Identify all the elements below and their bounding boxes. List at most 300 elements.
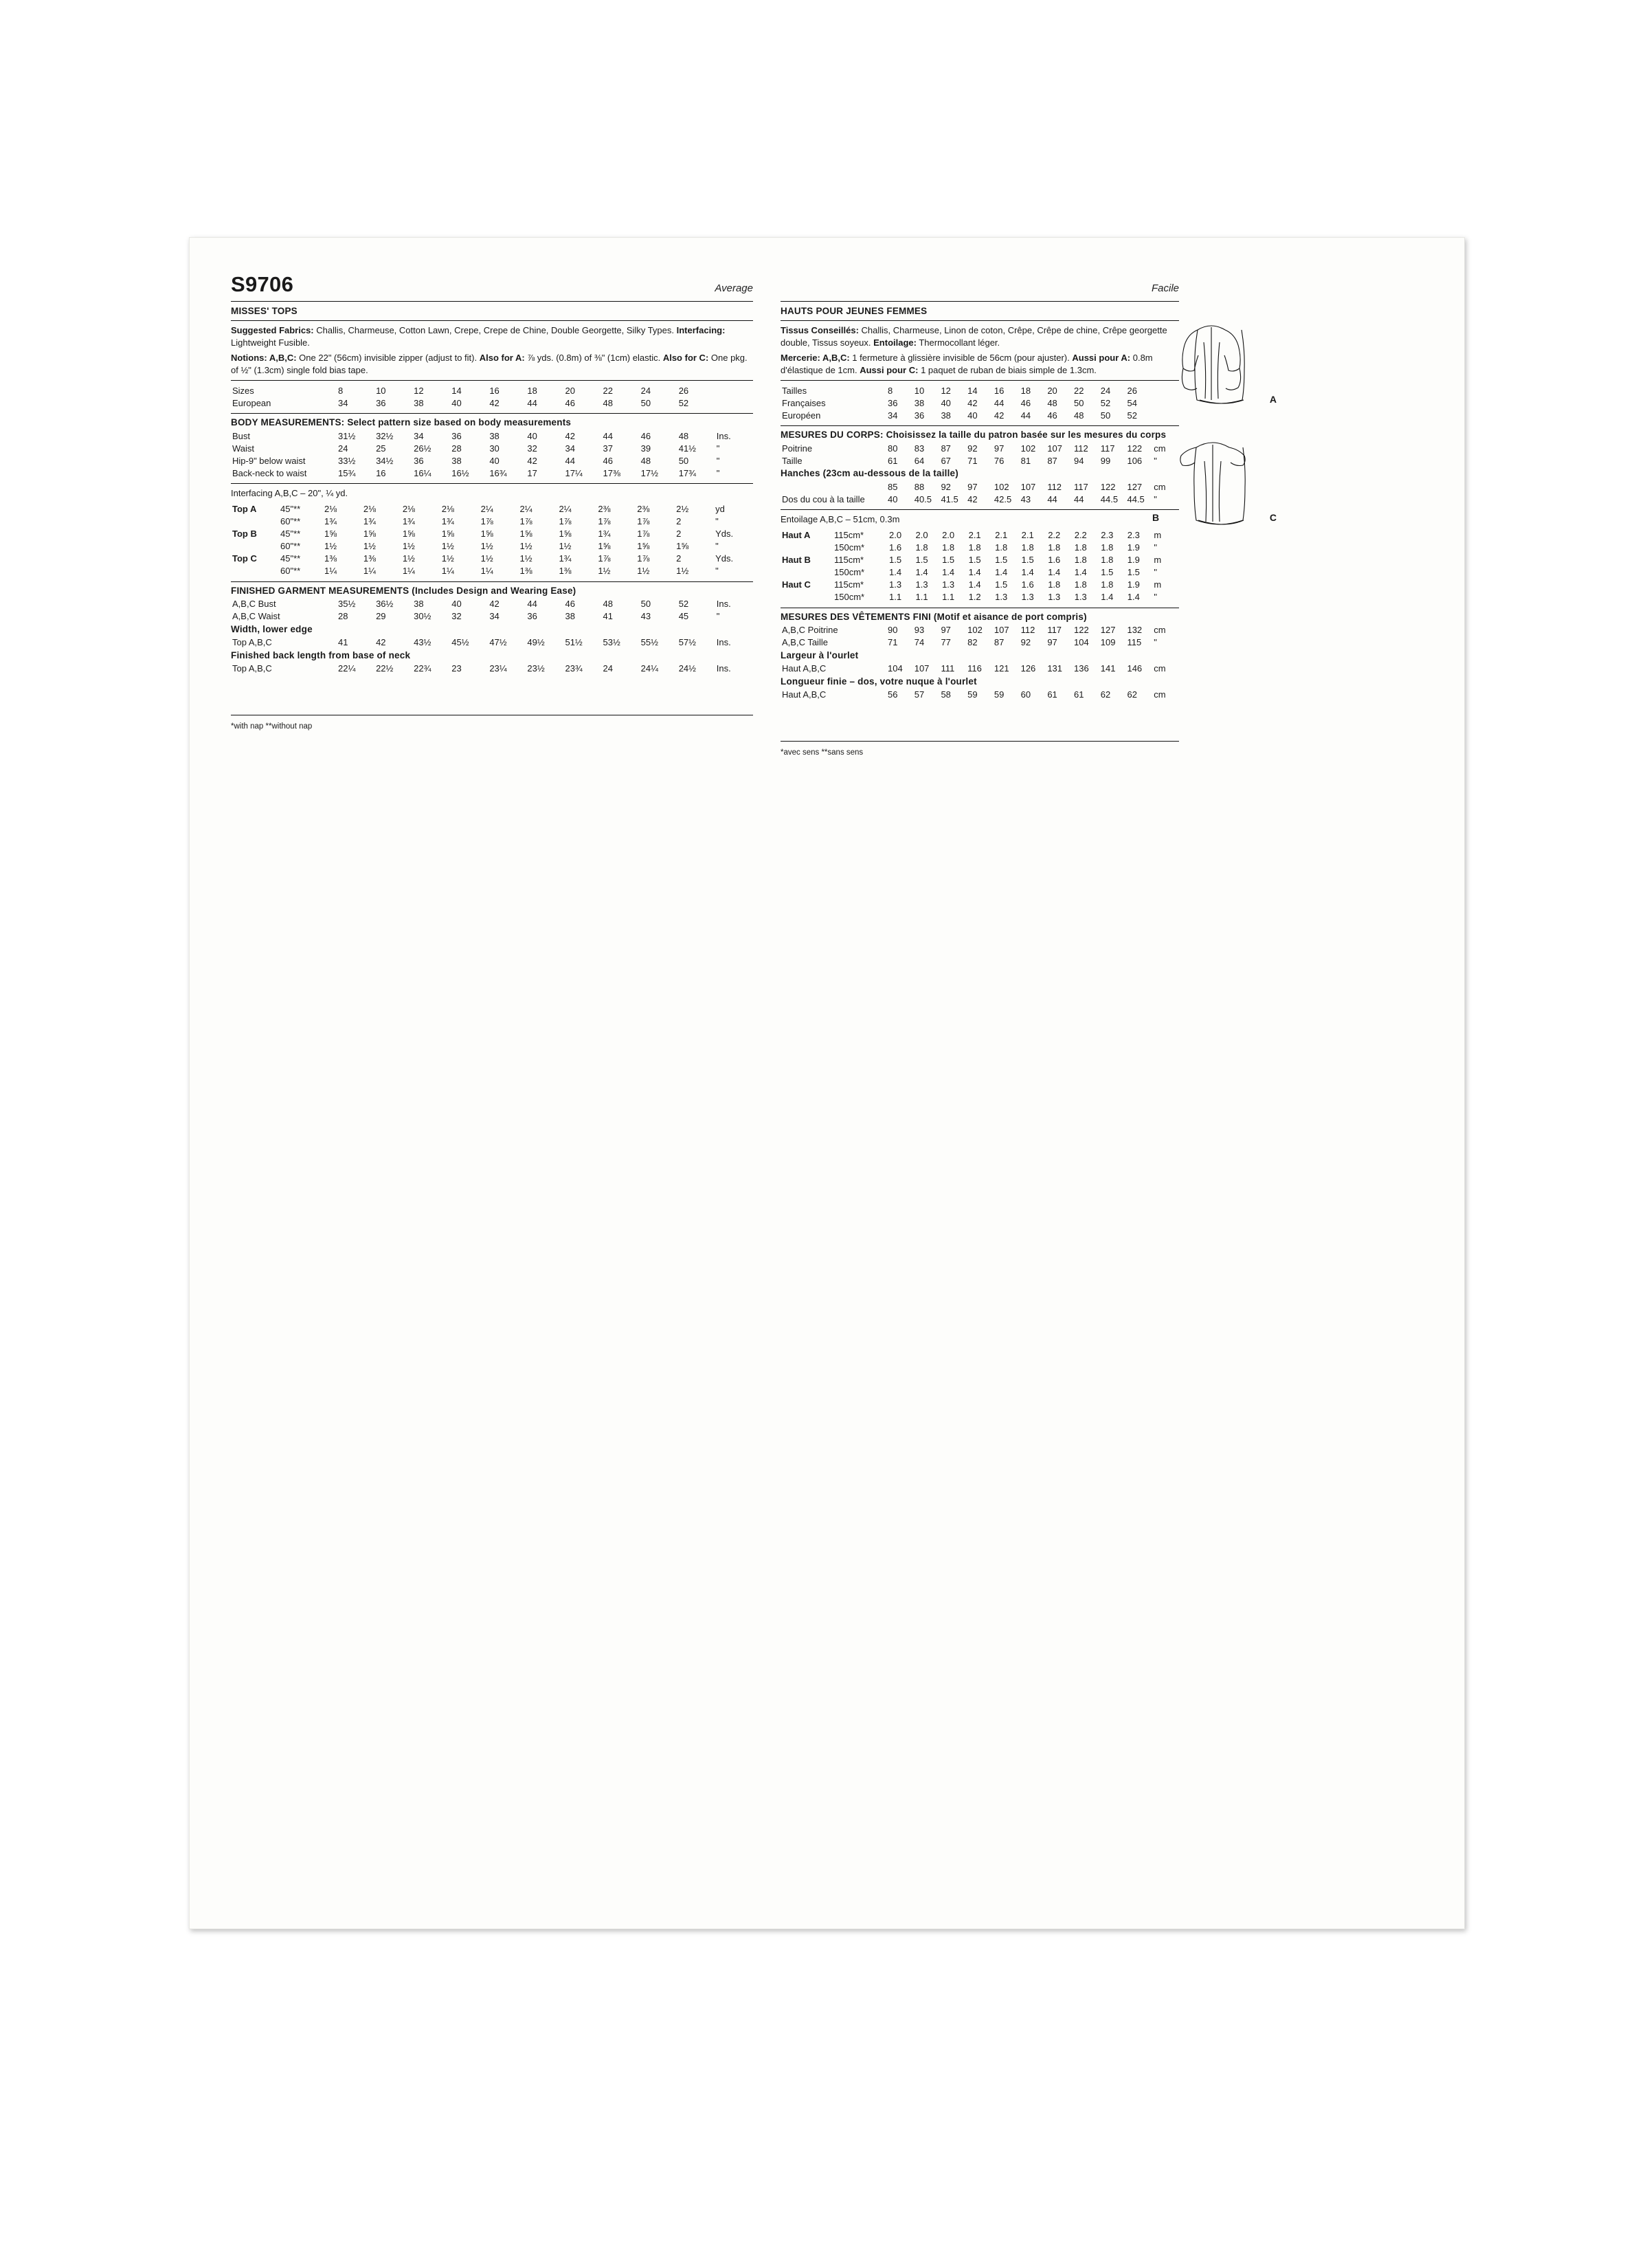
hip-cell: 85 <box>888 481 898 492</box>
size-cell: 46 <box>565 397 575 408</box>
neck-cell: 42.5 <box>994 493 1012 504</box>
suggested-fabrics-label-en: Suggested Fabrics: <box>231 325 314 335</box>
yardage-cell: 1.9 <box>1127 579 1140 590</box>
table-row <box>781 442 1179 454</box>
size-cell: 14 <box>967 385 978 396</box>
divider-en-4 <box>231 483 753 484</box>
yardage-cell: 1.8 <box>1048 579 1061 590</box>
table-row <box>231 442 753 454</box>
yardage-cell: 1.3 <box>889 579 902 590</box>
finished-cell: 102 <box>967 625 983 636</box>
finished-cell: 82 <box>967 637 978 648</box>
width-cell: 51½ <box>565 637 583 648</box>
size-cell: 38 <box>414 397 424 408</box>
divider-en-2 <box>231 380 753 381</box>
finished-cell: 32 <box>451 611 462 622</box>
yardage-cell: 2⅛ <box>402 504 415 515</box>
yardage-cell: 1⅜ <box>363 553 376 564</box>
nap-footnote-en: *with nap **without nap <box>231 722 313 731</box>
notions-label-en: Notions: A,B,C: <box>231 353 297 364</box>
yardage-cell: 2.0 <box>915 530 928 541</box>
sizes-table-fr <box>781 384 1179 421</box>
neck-cell: 40.5 <box>914 493 932 504</box>
suggested-fabrics-fr <box>781 324 1179 348</box>
measure-cell: 25 <box>376 443 386 454</box>
suggested-fabrics-en <box>231 324 753 348</box>
yardage-cell: 2.0 <box>942 530 955 541</box>
fabric-requirements-table-fr <box>781 529 1179 603</box>
english-title-row <box>231 272 753 300</box>
measure-cell: 16½ <box>451 467 469 478</box>
table-row <box>781 566 1179 579</box>
view-bc-line-art <box>1155 436 1275 540</box>
yardage-cell: 1.5 <box>942 555 955 566</box>
size-cell: 48 <box>1074 410 1084 421</box>
size-cell: 12 <box>414 385 424 396</box>
yardage-cell: 1.8 <box>968 542 981 553</box>
garment-label-cont <box>231 515 279 528</box>
yardage-cell: 1⅝ <box>402 529 415 540</box>
view-a-label: A <box>1269 394 1277 405</box>
french-title-row <box>781 272 1303 300</box>
fabric-requirements-table-en <box>231 503 753 577</box>
measure-cell: 64 <box>914 455 925 466</box>
interfacing-label-fr: Entoilage: <box>873 337 917 348</box>
size-cell: 42 <box>489 397 500 408</box>
table-row <box>231 467 753 479</box>
measure-cell: 41½ <box>678 443 697 454</box>
finished-cell: 29 <box>376 611 386 622</box>
yardage-unit: " <box>1154 592 1157 603</box>
finished-cell: 48 <box>603 599 614 610</box>
width-cell: 42 <box>376 637 386 648</box>
measure-cell: 15¾ <box>338 467 356 478</box>
yardage-cell: 1½ <box>441 541 454 552</box>
view-a-figure <box>1155 315 1275 428</box>
width-cell: 116 <box>967 663 982 674</box>
finished-unit: cm <box>1154 625 1166 636</box>
size-cell: 36 <box>914 410 925 421</box>
interfacing-yardage-fr: Entoilage A,B,C – 51cm, 0.3m <box>781 514 900 525</box>
sizes-table-en <box>231 384 753 409</box>
yardage-unit: m <box>1154 555 1162 566</box>
finished-measurements-heading-fr: MESURES DES VÊTEMENTS FINI (Motif et aisance de port compris) <box>781 611 1087 622</box>
measure-cell: 16¼ <box>414 467 431 478</box>
also-for-c-text-en: One pkg. of ½" (1.3cm) single fold bias tape. <box>231 353 748 375</box>
finished-cell: 46 <box>565 599 575 610</box>
width-cell: 131 <box>1047 663 1063 674</box>
size-cell: 54 <box>1127 397 1137 408</box>
divider-fr-2 <box>781 380 1179 381</box>
size-cell: 16 <box>489 385 500 396</box>
measure-cell: 17¾ <box>678 467 697 478</box>
neck-cell: 40 <box>888 493 898 504</box>
back-cell: 62 <box>1127 689 1137 700</box>
yardage-cell: 1.2 <box>968 592 981 603</box>
yardage-cell: 1.4 <box>1127 592 1140 603</box>
yardage-cell: 1⅝ <box>519 529 532 540</box>
garment-label-cont <box>231 540 279 553</box>
yardage-cell: 1.4 <box>995 567 1008 578</box>
fabric-width: 150cm* <box>834 592 865 603</box>
hip-cell: 107 <box>1020 481 1036 492</box>
yardage-cell: 2 <box>676 553 682 564</box>
measure-cell: 34½ <box>376 455 394 466</box>
neck-row-label: Dos du cou à la taille <box>782 493 865 504</box>
size-cell: 38 <box>914 397 925 408</box>
yardage-cell: 1.5 <box>995 555 1008 566</box>
finished-cell: 71 <box>888 637 898 648</box>
table-row <box>231 503 753 515</box>
yardage-cell: 1½ <box>598 566 611 577</box>
european-sizes-row-fr <box>781 409 1179 421</box>
width-cell: 43½ <box>414 637 431 648</box>
size-cell: 48 <box>1047 397 1057 408</box>
yardage-cell: 1¾ <box>598 529 611 540</box>
yardage-cell: 1¼ <box>480 566 493 577</box>
yardage-cell: 1½ <box>519 553 532 564</box>
measure-cell: 50 <box>678 455 689 466</box>
french-sizes-label: Françaises <box>782 397 826 408</box>
yardage-cell: 1.5 <box>915 555 928 566</box>
measure-unit: " <box>716 467 720 478</box>
table-row <box>781 636 1179 649</box>
size-cell: 38 <box>941 410 951 421</box>
fabric-width: 60"** <box>280 566 301 577</box>
neck-cell: 44.5 <box>1100 493 1119 504</box>
divider-fr-4 <box>781 509 1179 510</box>
yardage-cell: 1⅞ <box>480 516 493 527</box>
yardage-cell: 2.1 <box>968 530 981 541</box>
yardage-cell: 1¼ <box>363 566 376 577</box>
finished-cell: 93 <box>914 625 925 636</box>
yardage-cell: 1.8 <box>1021 542 1034 553</box>
back-unit: Ins. <box>716 663 731 674</box>
table-row <box>231 430 753 442</box>
table-row <box>781 663 1179 675</box>
hip-unit: cm <box>1154 481 1166 492</box>
yardage-cell: 1.8 <box>915 542 928 553</box>
yardage-cell: 1.6 <box>889 542 902 553</box>
measure-cell: 36 <box>414 455 424 466</box>
yardage-cell: 1½ <box>441 553 454 564</box>
size-cell: 46 <box>1020 397 1031 408</box>
garment-label: Top C <box>232 553 257 564</box>
measure-cell: 28 <box>451 443 462 454</box>
width-cell: 53½ <box>603 637 620 648</box>
also-for-c-label-fr: Aussi pour C: <box>860 364 919 375</box>
garment-label: Haut C <box>782 579 811 590</box>
finished-cell: 44 <box>527 599 537 610</box>
measure-cell: 38 <box>451 455 462 466</box>
yardage-cell: 1½ <box>480 553 493 564</box>
measure-cell: 37 <box>603 443 614 454</box>
finished-cell: 40 <box>451 599 462 610</box>
table-row <box>231 610 753 623</box>
measure-cell: 40 <box>489 455 500 466</box>
finished-cell: 97 <box>941 625 951 636</box>
fabric-width: 115cm* <box>834 579 864 590</box>
size-cell: 24 <box>640 385 651 396</box>
finished-unit: Ins. <box>716 599 731 610</box>
also-for-a-text-fr: 0.8m d'élastique de 1cm. <box>781 353 1153 375</box>
yardage-unit: Yds. <box>715 553 734 564</box>
table-row <box>231 598 753 610</box>
yardage-cell: 1¾ <box>324 516 337 527</box>
measure-cell: 87 <box>1047 455 1057 466</box>
garment-label-cont <box>781 591 833 603</box>
measure-cell: 87 <box>941 443 951 454</box>
european-label-fr: Européen <box>782 410 821 421</box>
measure-cell: 36 <box>451 430 462 441</box>
yardage-cell: 1⅜ <box>559 566 572 577</box>
fabric-width: 150cm* <box>834 567 865 578</box>
yardage-cell: 1½ <box>402 553 415 564</box>
yardage-cell: 1.4 <box>968 579 981 590</box>
measure-cell: 117 <box>1100 443 1115 454</box>
yardage-cell: 1.6 <box>1048 555 1061 566</box>
yardage-cell: 1.5 <box>1101 567 1114 578</box>
difficulty-level-en: Average <box>715 282 753 294</box>
yardage-cell: 2⅜ <box>637 504 650 515</box>
english-column <box>231 272 753 757</box>
measure-cell: 122 <box>1127 443 1143 454</box>
notions-text-fr: 1 fermeture à glissière invisible de 56cm (pour ajuster). <box>849 353 1073 364</box>
size-cell: 52 <box>678 397 689 408</box>
finished-cell: 109 <box>1100 637 1116 648</box>
yardage-cell: 1⅝ <box>676 541 689 552</box>
yardage-cell: 1⅝ <box>363 529 376 540</box>
measure-cell: 32½ <box>376 430 394 441</box>
yardage-cell: 1.3 <box>995 592 1008 603</box>
finished-label: A,B,C Waist <box>232 611 280 622</box>
yardage-cell: 2⅜ <box>598 504 611 515</box>
table-row <box>231 636 753 649</box>
finished-cell: 35½ <box>338 599 356 610</box>
hip-cell: 112 <box>1047 481 1062 492</box>
divider-fr-3 <box>781 425 1179 426</box>
yardage-cell: 2.0 <box>889 530 902 541</box>
measure-cell: 81 <box>1020 455 1031 466</box>
measure-cell: 48 <box>640 455 651 466</box>
table-row <box>781 554 1179 566</box>
finished-cell: 112 <box>1020 625 1035 636</box>
width-lower-edge-table-fr <box>781 663 1179 675</box>
finished-label: A,B,C Poitrine <box>782 625 838 636</box>
interfacing-yardage-en: Interfacing A,B,C – 20", ¼ yd. <box>231 488 348 499</box>
yardage-cell: 1½ <box>324 541 337 552</box>
yardage-unit: " <box>1154 567 1157 578</box>
title-divider-fr <box>781 301 1179 302</box>
yardage-cell: 2⅛ <box>441 504 454 515</box>
table-row <box>781 579 1179 591</box>
width-cell: 146 <box>1127 663 1143 674</box>
yardage-cell: 1.1 <box>915 592 928 603</box>
garment-label-cont <box>231 565 279 577</box>
width-cell: 141 <box>1100 663 1116 674</box>
finished-cell: 36½ <box>376 599 394 610</box>
yardage-unit: yd <box>715 504 725 515</box>
finished-measurements-table-fr <box>781 624 1179 649</box>
yardage-cell: 1¼ <box>324 566 337 577</box>
yardage-cell: 1⅞ <box>598 553 611 564</box>
sizes-label-fr: Tailles <box>782 385 807 396</box>
pattern-envelope-page <box>189 237 1465 1929</box>
measure-cell: 46 <box>603 455 614 466</box>
measure-cell: 34 <box>414 430 424 441</box>
sheet-content <box>231 272 1420 757</box>
notions-label-fr: Mercerie: A,B,C: <box>781 353 850 364</box>
width-cell: 47½ <box>489 637 507 648</box>
divider-fr-6 <box>781 741 1179 742</box>
measure-cell: 42 <box>565 430 575 441</box>
back-cell: 24 <box>603 663 614 674</box>
measure-cell: 16 <box>376 467 386 478</box>
width-cell: 126 <box>1020 663 1036 674</box>
measure-cell: 24 <box>338 443 348 454</box>
back-length-label-fr: Longueur finie – dos, votre nuque à l'ourlet <box>781 676 977 687</box>
yardage-cell: 2.3 <box>1101 530 1114 541</box>
measure-cell: 48 <box>678 430 689 441</box>
measure-cell: 97 <box>994 443 1005 454</box>
finished-cell: 132 <box>1127 625 1143 636</box>
width-unit: Ins. <box>716 637 731 648</box>
finished-measurements-heading-en: FINISHED GARMENT MEASUREMENTS (Includes Design and Wearing Ease) <box>231 585 576 596</box>
yardage-cell: 1.8 <box>1048 542 1061 553</box>
size-cell: 42 <box>967 397 978 408</box>
finished-cell: 36 <box>527 611 537 622</box>
size-cell: 18 <box>527 385 537 396</box>
yardage-cell: 1.4 <box>1101 592 1114 603</box>
measure-unit: cm <box>1154 443 1166 454</box>
yardage-cell: 1.8 <box>1074 579 1087 590</box>
width-cell: 49½ <box>527 637 545 648</box>
size-cell: 34 <box>888 410 898 421</box>
yardage-cell: 1⅝ <box>598 541 611 552</box>
fabric-width: 60"** <box>280 516 301 527</box>
size-cell: 50 <box>1074 397 1084 408</box>
table-row <box>231 528 753 540</box>
yardage-cell: 1½ <box>637 566 650 577</box>
finished-cell: 104 <box>1074 637 1089 648</box>
yardage-cell: 1½ <box>363 541 376 552</box>
table-row <box>781 454 1179 467</box>
yardage-cell: 1⅞ <box>598 516 611 527</box>
hip-cell: 122 <box>1100 481 1116 492</box>
back-cell: 62 <box>1100 689 1111 700</box>
finished-cell: 50 <box>640 599 651 610</box>
measure-cell: 17¼ <box>565 467 583 478</box>
finished-label: A,B,C Bust <box>232 599 276 610</box>
fabric-width: 45"** <box>280 529 301 540</box>
yardage-cell: 1.8 <box>1101 542 1114 553</box>
divider-en-3 <box>231 413 753 414</box>
yardage-cell: 1⅞ <box>519 516 532 527</box>
yardage-cell: 1.4 <box>1074 567 1087 578</box>
yardage-cell: 1.5 <box>1021 555 1034 566</box>
size-cell: 44 <box>994 397 1005 408</box>
yardage-cell: 1.3 <box>942 579 955 590</box>
size-cell: 34 <box>338 397 348 408</box>
yardage-cell: 1⅝ <box>324 529 337 540</box>
size-cell: 52 <box>1100 397 1111 408</box>
yardage-unit: m <box>1154 579 1162 590</box>
size-cell: 52 <box>1127 410 1137 421</box>
yardage-cell: 2.3 <box>1127 530 1140 541</box>
measure-label: Poitrine <box>782 443 813 454</box>
yardage-cell: 1.4 <box>1021 567 1034 578</box>
yardage-unit: m <box>1154 530 1162 541</box>
back-cell: 56 <box>888 689 898 700</box>
divider-fr-1 <box>781 320 1179 321</box>
yardage-cell: 2½ <box>676 504 689 515</box>
french-sizes-row <box>781 397 1179 409</box>
finished-cell: 107 <box>994 625 1009 636</box>
divider-en-5 <box>231 581 753 582</box>
yardage-cell: 2 <box>676 516 682 527</box>
yardage-cell: 1⅝ <box>441 529 454 540</box>
finished-unit: " <box>716 611 720 622</box>
finished-cell: 127 <box>1100 625 1116 636</box>
fabric-width: 115cm* <box>834 555 864 566</box>
finished-cell: 45 <box>678 611 689 622</box>
measure-cell: 44 <box>603 430 614 441</box>
back-length-table-en <box>231 663 753 675</box>
back-cell: 60 <box>1020 689 1031 700</box>
yardage-unit: " <box>715 516 719 527</box>
measure-cell: 106 <box>1127 455 1143 466</box>
measure-cell: 112 <box>1074 443 1088 454</box>
finished-cell: 122 <box>1074 625 1089 636</box>
yardage-cell: 2¼ <box>559 504 572 515</box>
size-cell: 14 <box>451 385 462 396</box>
body-measurements-heading-en: BODY MEASUREMENTS: Select pattern size based on body measurements <box>231 417 572 428</box>
yardage-cell: 1.3 <box>915 579 928 590</box>
view-a-line-art <box>1155 315 1275 425</box>
hip-cell: 127 <box>1127 481 1143 492</box>
finished-cell: 43 <box>640 611 651 622</box>
notions-fr <box>781 352 1179 376</box>
yardage-cell: 1½ <box>480 541 493 552</box>
yardage-cell: 1⅝ <box>559 529 572 540</box>
yardage-cell: 1½ <box>402 541 415 552</box>
finished-label: A,B,C Taille <box>782 637 828 648</box>
size-cell: 36 <box>888 397 898 408</box>
size-cell: 20 <box>1047 385 1057 396</box>
measure-label: Back-neck to waist <box>232 467 307 478</box>
measure-cell: 17½ <box>640 467 658 478</box>
title-divider-en <box>231 301 753 302</box>
yardage-cell: 1.8 <box>1074 555 1087 566</box>
measure-cell: 40 <box>527 430 537 441</box>
width-cell: 136 <box>1074 663 1089 674</box>
fabric-width: 115cm* <box>834 530 864 541</box>
divider-en-1 <box>231 320 753 321</box>
size-cell: 18 <box>1020 385 1031 396</box>
size-cell: 10 <box>914 385 925 396</box>
back-cell: 24¼ <box>640 663 658 674</box>
yardage-cell: 1⅞ <box>637 553 650 564</box>
interfacing-text-en: Lightweight Fusible. <box>231 337 310 348</box>
also-for-a-text-en: ⅞ yds. (0.8m) of ⅜" (1cm) elastic. <box>524 353 663 364</box>
width-cell: 45½ <box>451 637 469 648</box>
yardage-unit: " <box>715 566 719 577</box>
width-cell: 57½ <box>678 637 697 648</box>
back-length-table-fr <box>781 689 1179 701</box>
size-cell: 48 <box>603 397 614 408</box>
neck-cell: 44.5 <box>1127 493 1145 504</box>
width-cell: 111 <box>941 663 955 674</box>
